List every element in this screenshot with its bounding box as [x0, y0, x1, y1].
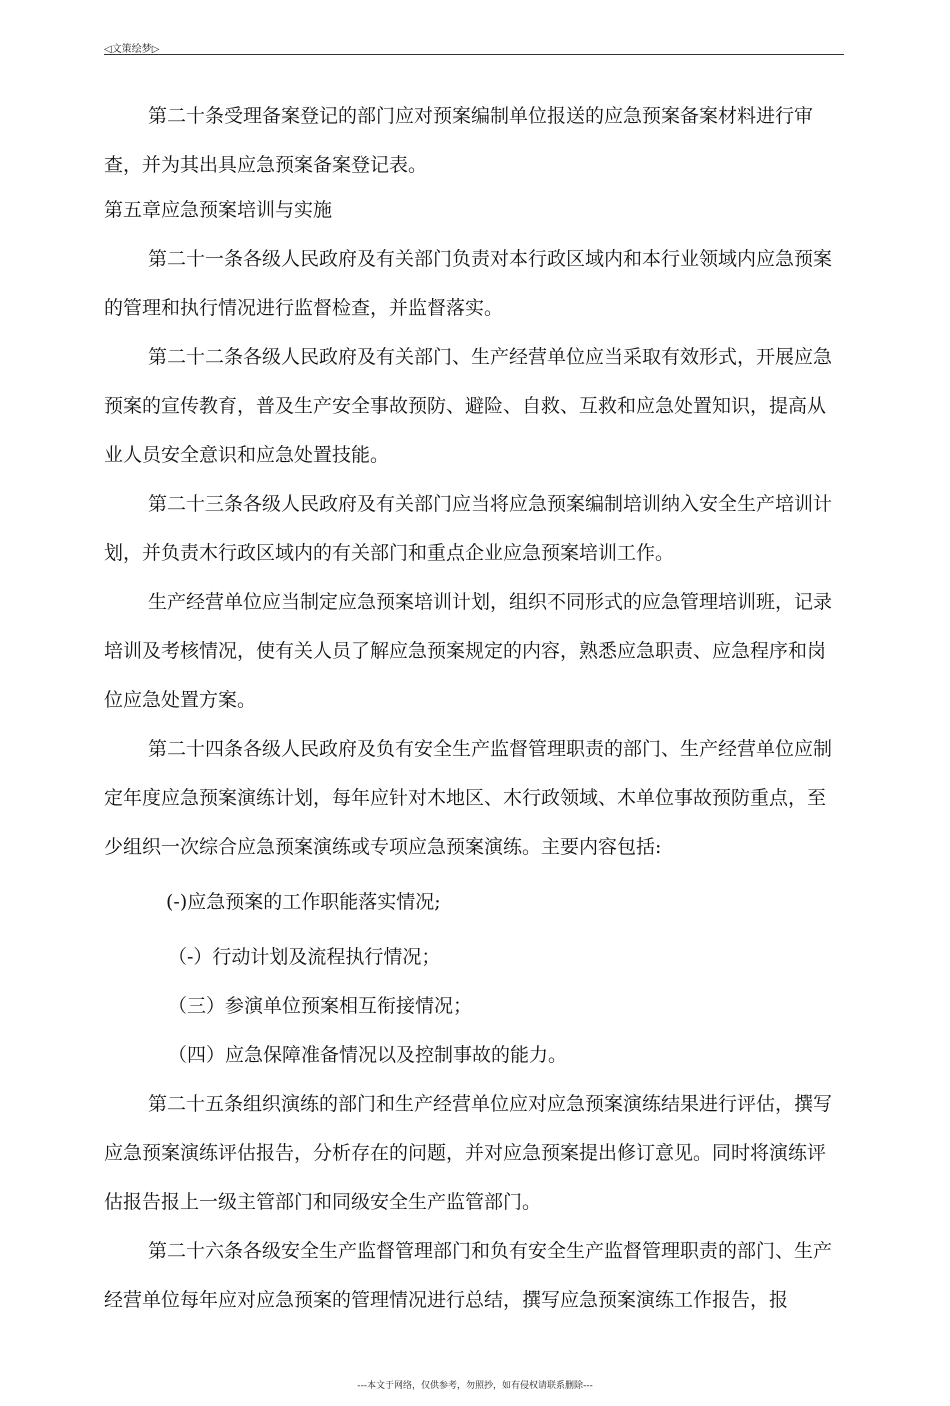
- paragraph-article-25: 第二十五条组织演练的部门和生产经营单位应对应急预案演练结果进行评估，撰写应急预案演练评估报告，分析存在的问题，并对应急预案提出修订意见。同时将演练评估报告报上一级主管部门和同级安全生产监管部门。: [104, 1093, 833, 1213]
- page-header: ◁文策绘梦▷: [104, 44, 160, 55]
- document-body: [104, 92, 844, 1325]
- paragraph-training-plan: 生产经营单位应当制定应急预案培训计划，组织不同形式的应急管理培训班，记录培训及考核情况，使有关人员了解应急预案规定的内容，熟悉应急职责、应急程序和岗位应急处置方案。: [104, 591, 833, 711]
- list-item: （三）参演单位预案相互衔接情况；: [168, 995, 473, 1017]
- header-divider: [104, 54, 844, 55]
- paragraph-article-26: 第二十六条各级安全生产监督管理部门和负有安全生产监督管理职责的部门、生产经营单位每年应对应急预案的管理情况进行总结，撰写应急预案演练工作报告，报: [104, 1240, 833, 1311]
- paragraph-article-22: 第二十二条各级人民政府及有关部门、生产经营单位应当采取有效形式，开展应急预案的宣传教育，普及生产安全事故预防、避险、自救、互救和应急处置知识，提高从业人员安全意识和应急处置技能。: [104, 346, 833, 466]
- list-item: （-）行动计划及流程执行情况；: [168, 946, 441, 968]
- paragraph-article-23: 第二十三条各级人民政府及有关部门应当将应急预案编制培训纳入安全生产培训计划，并负责木行政区域内的有关部门和重点企业应急预案培训工作。: [104, 493, 833, 564]
- paragraph-article-24: 第二十四条各级人民政府及负有安全生产监督管理职责的部门、生产经营单位应制定年度应急预案演练计划，每年应针对木地区、木行政领域、木单位事故预防重点，至少组织一次综合应急预案演练或专项应急预案演练。主要内容包括:: [104, 738, 833, 858]
- paragraph-article-20: 第二十条受理备案登记的部门应对预案编制单位报送的应急预案备案材料进行审查，并为其出具应急预案备案登记表。: [104, 105, 814, 176]
- page-footer: ---本文于网络，仅供参考，勿照抄，如有侵权请联系删除---: [357, 1381, 593, 1391]
- chapter-heading: 第五章应急预案培训与实施: [104, 199, 333, 221]
- paragraph-article-21: 第二十一条各级人民政府及有关部门负责对本行政区域内和本行业领域内应急预案的管理和执行情况进行监督检查，并监督落实。: [104, 248, 833, 319]
- list-item: (-)应急预案的工作职能落实情况;: [166, 891, 441, 913]
- list-item: （四）应急保障准备情况以及控制事故的能力。: [168, 1044, 568, 1066]
